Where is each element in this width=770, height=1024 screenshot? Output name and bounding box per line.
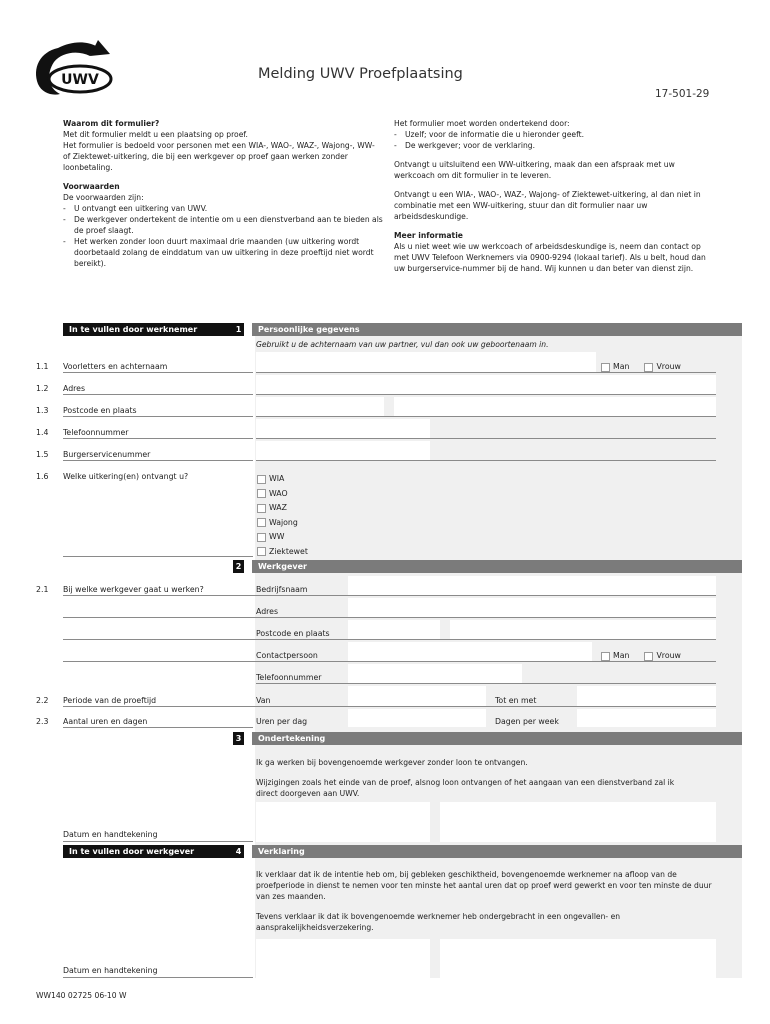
period-from-field[interactable] [348,686,486,706]
form-title: Melding UWV Proefplaatsing [258,66,463,82]
checkbox-label: WAO [269,488,288,498]
section-title: Persoonlijke gegevens [252,323,742,336]
question-number: 1.5 [36,450,49,459]
question-label: Postcode en plaats [63,406,137,415]
question-number: 1.4 [36,428,49,437]
question-number: 2.1 [36,585,49,594]
row-line [63,416,253,417]
date-field[interactable] [256,802,430,842]
intro-text: Met dit formulier meldt u een plaatsing op proef. [63,130,248,139]
row-line [63,977,253,978]
form-number: 17-501-29 [655,88,710,100]
sign-label: Datum en handtekening [63,830,158,839]
row-line [63,639,716,640]
row-line [63,706,716,707]
field-label: Postcode en plaats [256,629,330,638]
city-field[interactable] [394,397,716,416]
intro-right [394,118,716,274]
intro-heading-conditions: Voorwaarden [63,182,120,191]
section-number: 2 [233,560,244,573]
row-line [63,460,253,461]
row-line [63,727,253,728]
question-label: Burgerservicenummer [63,450,151,459]
part-employer-bar: In te vullen door werkgever [63,845,233,858]
section-title: Verklaring [252,845,742,858]
row-line [256,460,716,461]
intro-text: De voorwaarden zijn: [63,193,144,202]
section-title: Werkgever [252,560,742,573]
row-line [256,372,716,373]
intro-text: Het formulier is bedoeld voor personen met een WIA-, WAO-, WAZ-, Wajong-, WW- of Ziektewet-uitkering, die bij een werkgever op proef gaan werken zonder loonbetaling. [63,141,375,172]
field-label: Van [256,696,271,705]
benefits-checklist [257,472,308,559]
section-note: Gebruikt u de achternaam van uw partner, vul dan ook uw geboortenaam in. [256,340,549,349]
wia-checkbox[interactable] [257,475,266,484]
company-postcode-field[interactable] [348,620,440,639]
company-name-field[interactable] [348,576,716,595]
intro-text: Als u niet weet wie uw werkcoach of arbeidsdeskundige is, neem dan contact op met UWV Telefoon Werknemers via 0900-9294 (lokaal tarief). Als u belt, houd dan uw burgerservice-nummer bij de hand. Wij kunnen u dan beter van dienst zijn. [394,242,706,273]
row-line [63,617,716,618]
bsn-field[interactable] [256,441,430,460]
ziektewet-checkbox[interactable] [257,547,266,556]
vrouw-checkbox[interactable] [644,652,653,661]
row-line [63,372,253,373]
question-number: 1.3 [36,406,49,415]
field-label: Contactpersoon [256,651,318,660]
field-label: Uren per dag [256,717,308,726]
vrouw-label: Vrouw [656,651,681,660]
man-label: Man [613,362,630,371]
section-number: 4 [233,845,244,858]
man-checkbox[interactable] [601,363,610,372]
company-phone-field[interactable] [348,664,522,683]
field-label: Adres [256,607,279,616]
address-field[interactable] [256,375,716,394]
question-label: Bij welke werkgever gaat u werken? [63,585,204,594]
question-number: 2.2 [36,696,49,705]
waz-checkbox[interactable] [257,504,266,513]
section-number: 3 [233,732,244,745]
intro-heading-info: Meer informatie [394,231,463,240]
row-line [63,438,253,439]
row-line [256,438,716,439]
list-item: - De werkgever ondertekent de intentie om u een dienstverband aan te bieden als de proef slaagt. [63,214,383,236]
gender-choice [601,362,681,372]
field-label: Bedrijfsnaam [256,585,308,594]
signature-field[interactable] [440,802,716,842]
intro-left [63,118,383,269]
row-line [63,661,716,662]
employer-date-field[interactable] [256,939,430,978]
row-line [256,683,716,684]
wao-checkbox[interactable] [257,489,266,498]
question-number: 1.1 [36,362,49,371]
row-line [63,556,253,557]
row-line [63,595,716,596]
question-number: 1.6 [36,472,49,481]
intro-text: Het formulier moet worden ondertekend door: [394,119,570,128]
checkbox-label: WIA [269,474,285,484]
company-address-field[interactable] [348,598,716,617]
row-line [256,394,716,395]
name-field[interactable] [256,352,596,372]
man-checkbox[interactable] [601,652,610,661]
intro-text: Ontvangt u uitsluitend een WW-uitkering, maak dan een afspraak met uw werkcoach om dit formulier in te leveren. [394,160,675,180]
checkbox-label: WAZ [269,503,287,513]
phone-field[interactable] [256,419,430,438]
question-label: Aantal uren en dagen [63,717,148,726]
checkbox-label: Ziektewet [269,546,308,556]
list-item: - Het werken zonder loon duurt maximaal drie maanden (uw uitkering wordt doorbetaald zolang de einddatum van uw uitkering in deze proeftijd niet wordt bereikt). [63,236,383,269]
checkbox-label: Wajong [269,517,298,527]
conditions-list [63,203,383,269]
declaration-text: Tevens verklaar ik dat ik bovengenoemde werknemer heb ondergebracht in een ongevallen- en aansprakelijkheidsverzekering. [256,912,621,932]
gender-choice [601,651,681,661]
section-title: Ondertekening [252,732,742,745]
field-label: Tot en met [495,696,537,705]
question-number: 2.3 [36,717,49,726]
list-item: - De werkgever; voor de verklaring. [394,140,716,151]
row-line [256,416,716,417]
days-per-week-field[interactable] [577,709,716,727]
sign-label: Datum en handtekening [63,966,158,975]
vrouw-label: Vrouw [656,362,681,371]
form-code: WW140 02725 06-10 W [36,991,127,1000]
section-number: 1 [233,323,244,336]
contact-person-field[interactable] [348,642,592,661]
vrouw-checkbox[interactable] [644,363,653,372]
question-number: 1.2 [36,384,49,393]
intro-text: Ontvangt u een WIA-, WAO-, WAZ-, Wajong- of Ziektewet-uitkering, al dan niet in combinatie met een WW-uitkering, stuur dan dit formulier naar uw arbeidsdeskundige. [394,190,701,221]
field-label: Dagen per week [495,717,559,726]
svg-text:UWV: UWV [61,72,99,88]
question-label: Welke uitkering(en) ontvangt u? [63,472,189,481]
declaration-text: Ik ga werken bij bovengenoemde werkgever zonder loon te ontvangen. [256,758,528,767]
field-label: Telefoonnummer [256,673,322,682]
company-city-field[interactable] [450,620,716,639]
declaration-text: Ik verklaar dat ik de intentie heb om, bij gebleken geschiktheid, bovengenoemde werknemer na afloop van de proefperiode in dienst te nemen voor ten minste het aantal uren dat op proef werd gewerkt en voor ten minste de duur van zes maanden. [256,870,712,901]
question-label: Telefoonnummer [63,428,129,437]
wajong-checkbox[interactable] [257,518,266,527]
checkbox-label: WW [269,532,285,542]
signers-list [394,129,716,151]
part-employee-bar: In te vullen door werknemer [63,323,233,336]
period-to-field[interactable] [577,686,716,706]
list-item: - Uzelf; voor de informatie die u hieronder geeft. [394,129,716,140]
intro-heading-why: Waarom dit formulier? [63,119,160,128]
uwv-logo [28,38,120,98]
ww-checkbox[interactable] [257,533,266,542]
list-item: - U ontvangt een uitkering van UWV. [63,203,383,214]
question-label: Voorletters en achternaam [63,362,168,371]
man-label: Man [613,651,630,660]
question-label: Periode van de proeftijd [63,696,157,705]
row-line [63,394,253,395]
hours-per-day-field[interactable] [348,709,486,727]
postcode-field[interactable] [256,397,384,416]
question-label: Adres [63,384,86,393]
employer-signature-field[interactable] [440,939,716,978]
row-line [63,841,253,842]
declaration-text: Wijzigingen zoals het einde van de proef, alsnog loon ontvangen of het aangaan van een dienstverband zal ik direct doorgeven aan UWV. [256,778,675,798]
